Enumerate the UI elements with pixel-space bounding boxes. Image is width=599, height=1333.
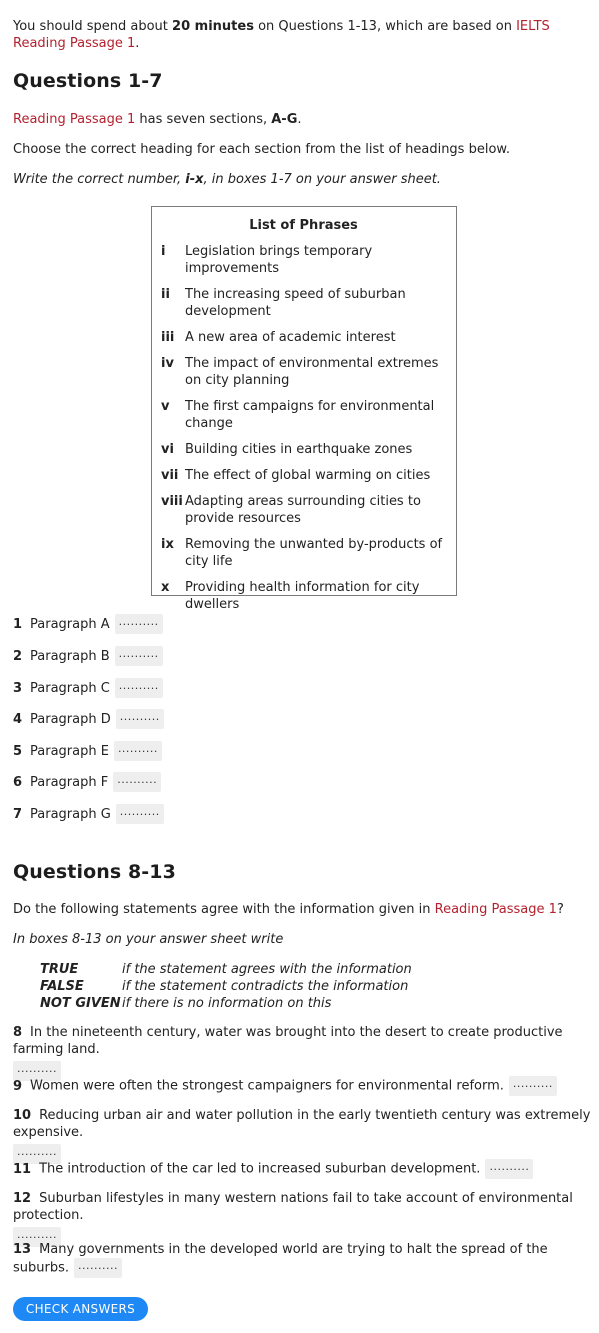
statement-row — [13, 1076, 593, 1096]
statement-row — [13, 1159, 593, 1179]
question-number: 4 — [13, 711, 23, 727]
paragraph-question-row — [13, 804, 164, 824]
phrase-item — [161, 536, 446, 570]
intro-post: . — [135, 36, 140, 51]
question-number: 8 — [13, 1025, 23, 1040]
phrase-number: vi — [161, 442, 174, 457]
phrase-text: The impact of environmental extremes on city planning — [185, 356, 439, 388]
question-label: Paragraph C — [30, 680, 110, 696]
statement-text: In the nineteenth century, water was brought into the desert to create productive farming land. — [13, 1025, 563, 1057]
question-label: Paragraph G — [30, 806, 111, 822]
passage-link[interactable]: IELTS Reading Passage 1 — [13, 19, 550, 51]
statement-row — [13, 1107, 593, 1164]
section1-line3-pre: Write the correct number, — [13, 172, 186, 187]
phrase-text: The effect of global warming on cities — [185, 468, 431, 483]
phrase-number: viii — [161, 494, 183, 509]
question-number: 6 — [13, 774, 23, 790]
paragraph-question-row — [13, 709, 164, 729]
phrase-item — [161, 441, 446, 458]
passage-link-s1[interactable]: Reading Passage 1 — [13, 112, 136, 127]
statement-text: Suburban lifestyles in many western nations fail to take account of environmental protection. — [13, 1191, 573, 1223]
phrase-number: i — [161, 244, 166, 259]
phrase-list — [161, 243, 446, 613]
intro-text — [13, 18, 588, 52]
paragraph-question-row — [13, 741, 162, 761]
phrase-item — [161, 398, 446, 432]
section1-line3 — [13, 171, 441, 188]
statement-text: Reducing urban air and water pollution in the early twentieth century was extremely expensive. — [13, 1108, 591, 1140]
paragraph-question-row — [13, 614, 163, 634]
phrase-item — [161, 243, 446, 277]
section2-line1-post: ? — [556, 902, 564, 917]
answer-blank[interactable]: .......... — [13, 1227, 61, 1247]
phrase-item — [161, 286, 446, 320]
answer-blank[interactable]: .......... — [13, 1061, 61, 1081]
phrase-text: Adapting areas surrounding cities to provide resources — [185, 494, 421, 526]
section2-line1-pre: Do the following statements agree with the information given in — [13, 902, 435, 917]
phrase-item — [161, 467, 446, 484]
statement-row — [13, 1024, 593, 1081]
question-number: 1 — [13, 616, 23, 632]
question-number: 2 — [13, 648, 23, 664]
section1-line3-post: , in boxes 1-7 on your answer sheet. — [203, 172, 441, 187]
answer-blank[interactable]: .......... — [13, 1144, 61, 1164]
answer-blank[interactable]: .......... — [114, 741, 162, 761]
tf-row — [40, 995, 412, 1012]
question-number: 10 — [13, 1108, 32, 1123]
tf-row — [40, 978, 412, 995]
phrases-title: List of Phrases — [249, 218, 358, 233]
tf-description: if the statement contradicts the information — [122, 979, 409, 994]
answer-blank[interactable]: .......... — [116, 804, 164, 824]
section1-heading: Questions 1-7 — [13, 70, 163, 92]
phrase-text: Removing the unwanted by-products of city life — [185, 537, 443, 569]
phrase-number: ix — [161, 537, 174, 552]
phrase-number: ii — [161, 287, 170, 302]
question-number: 13 — [13, 1242, 32, 1257]
answer-blank[interactable]: .......... — [113, 772, 161, 792]
phrase-text: The first campaigns for environmental change — [185, 399, 435, 431]
section2-heading: Questions 8-13 — [13, 861, 176, 883]
tf-key: NOT GIVEN — [40, 996, 121, 1011]
phrase-item — [161, 355, 446, 389]
tf-key: FALSE — [40, 979, 84, 994]
paragraph-question-row — [13, 646, 163, 666]
statement-row — [13, 1190, 593, 1247]
tf-key: TRUE — [40, 962, 79, 977]
phrase-item — [161, 493, 446, 527]
tf-row — [40, 961, 412, 978]
phrase-number: iv — [161, 356, 174, 371]
question-label: Paragraph D — [30, 711, 111, 727]
question-number: 11 — [13, 1161, 32, 1177]
answer-blank[interactable]: .......... — [509, 1076, 557, 1096]
section2-line1 — [13, 901, 564, 918]
question-label: Paragraph F — [30, 774, 109, 790]
true-false-key — [40, 961, 412, 1012]
question-number: 3 — [13, 680, 23, 696]
answer-blank[interactable]: .......... — [115, 614, 163, 634]
phrase-text: A new area of academic interest — [185, 330, 396, 345]
section1-line1-post: . — [297, 112, 302, 127]
answer-blank[interactable]: .......... — [116, 709, 164, 729]
question-label: Paragraph B — [30, 648, 110, 664]
phrase-text: Legislation brings temporary improvements — [185, 244, 373, 276]
intro-pre: You should spend about — [13, 19, 173, 34]
tf-description: if the statement agrees with the information — [122, 962, 412, 977]
section1-line1-mid: has seven sections, — [135, 112, 272, 127]
question-label: Paragraph E — [30, 743, 109, 759]
intro-time: 20 minutes — [172, 19, 254, 34]
statement-row — [13, 1241, 593, 1278]
answer-blank[interactable]: .......... — [115, 678, 163, 698]
answer-blank[interactable]: .......... — [485, 1159, 533, 1179]
paragraph-question-row — [13, 678, 163, 698]
paragraph-question-row — [13, 772, 161, 792]
phrase-text: Providing health information for city dwellers — [185, 580, 420, 612]
answer-blank[interactable]: .......... — [74, 1258, 122, 1278]
statement-text: Many governments in the developed world are trying to halt the spread of the suburbs. — [13, 1242, 548, 1276]
answer-blank[interactable]: .......... — [115, 646, 163, 666]
phrase-item — [161, 329, 446, 346]
phrase-number: x — [161, 580, 170, 595]
question-number: 9 — [13, 1078, 23, 1094]
statement-text: Women were often the strongest campaigners for environmental reform. — [30, 1078, 504, 1094]
section2-line2: In boxes 8-13 on your answer sheet write — [13, 932, 284, 947]
phrase-number: vii — [161, 468, 179, 483]
list-of-phrases-box — [151, 206, 457, 612]
phrase-number: iii — [161, 330, 175, 345]
section1-line2: Choose the correct heading for each section from the list of headings below. — [13, 142, 510, 157]
section1-line1-bold: A-G — [271, 112, 298, 127]
phrase-text: Building cities in earthquake zones — [185, 442, 413, 457]
tf-description: if there is no information on this — [122, 996, 332, 1011]
question-number: 7 — [13, 806, 23, 822]
intro-mid: on Questions 1-13, which are based on — [253, 19, 517, 34]
statement-text: The introduction of the car led to increased suburban development. — [39, 1161, 481, 1177]
question-label: Paragraph A — [30, 616, 110, 632]
passage-link-s2[interactable]: Reading Passage 1 — [434, 902, 557, 917]
question-number: 12 — [13, 1191, 32, 1206]
question-number: 5 — [13, 743, 23, 759]
phrase-text: The increasing speed of suburban development — [185, 287, 406, 319]
phrase-number: v — [161, 399, 170, 414]
phrase-item — [161, 579, 446, 613]
section1-line1 — [13, 111, 302, 128]
section1-line3-bold: i-x — [185, 172, 204, 187]
check-answers-button[interactable]: CHECK ANSWERS — [13, 1297, 148, 1321]
